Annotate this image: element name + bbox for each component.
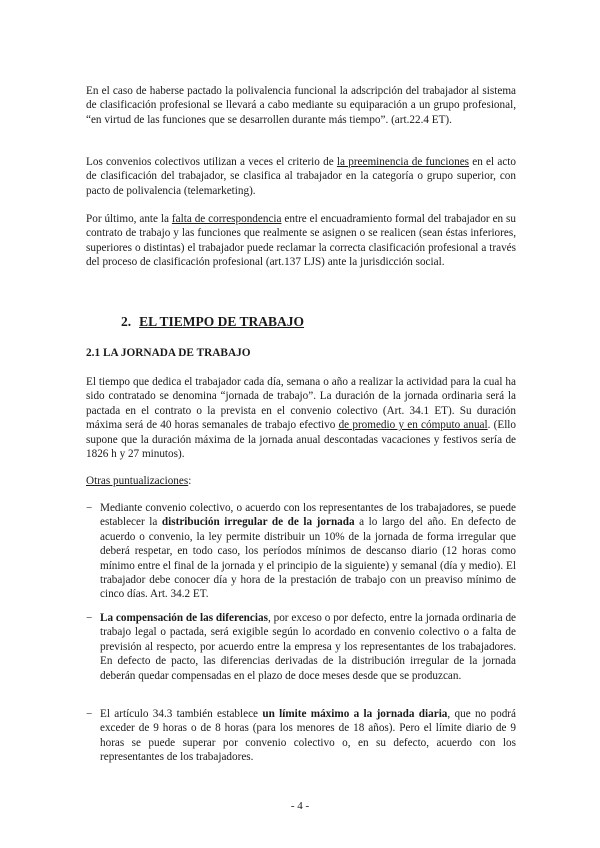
section-number: 2.	[121, 314, 132, 329]
bold-phrase: distribución irregular de de la jornada	[161, 516, 355, 529]
paragraph-jornada	[86, 375, 516, 461]
list-item-text	[100, 501, 516, 602]
list-item-text	[100, 707, 516, 765]
text-segment: , por exceso o por defecto, entre la jornada ordinaria de trabajo legal o pactada, será exigible según lo acordado en convenio colectivo o a falta de previsión al respecto, por acuerdo entre la empresa y los representantes de los trabajadores. En defecto de pacto, las diferencias derivadas de la distribución irregular de la jornada deberán quedar compensadas en el plazo de doce meses desde que se produzcan.	[100, 612, 516, 682]
underlined-phrase: la preeminencia de funciones	[336, 156, 470, 168]
otras-puntualizaciones	[86, 474, 516, 488]
list-item	[86, 501, 516, 602]
otras-colon: :	[188, 475, 192, 487]
text-segment: en el acto de clasificación del trabajador, se clasifica al trabajador en la categoría o grupo superior, con pacto de polivalencia (telemarketing).	[86, 156, 516, 197]
paragraph-falta-correspondencia	[86, 212, 516, 270]
subsection-heading: 2.1 LA JORNADA DE TRABAJO	[86, 347, 251, 359]
bold-phrase: un límite máximo a la jornada diaria	[262, 708, 448, 720]
list-item	[86, 611, 516, 683]
text-segment: , que no podrá exceder de 9 horas o de 8 horas (para los menores de 18 años). Pero el límite diario de 9 horas se puede superar por convenio colectivo o, en su defecto, acuerdo con los representantes de los trabajadores.	[100, 708, 516, 764]
text-segment: a lo largo del año. En defecto de acuerdo o convenio, la ley permite distribuir un 10% de la jornada de forma irregular que deberá respetar, en todo caso, los períodos mínimos de descanso diario (12 horas como mínimo entre el final de la jornada y el principio de la siguiente) y semanal (día y medio). El trabajador debe conocer día y hora de la prestación de trabajo con un preaviso mínimo de cinco días. Art. 34.2 ET.	[100, 516, 516, 601]
paragraph-text: En el caso de haberse pactado la polivalencia funcional la adscripción del trabajador al sistema de clasificación profesional se llevará a cabo mediante su equiparación a un grupo profesional, “en virtud de las funciones que se desarrollen durante más tiempo”. (art.22.4 ET).	[86, 85, 516, 126]
section-title: EL TIEMPO DE TRABAJO	[139, 314, 305, 329]
underlined-phrase: falta de correspondencia	[171, 213, 282, 225]
text-segment: Mediante convenio colectivo, o acuerdo con los representantes de los trabajadores, se puede establecer la	[100, 502, 516, 529]
page-number: - 4 -	[290, 800, 310, 812]
list-item-text	[100, 611, 516, 683]
dash-bullet: −	[86, 708, 93, 720]
bold-phrase: La compensación de las diferencias	[100, 612, 268, 624]
section-heading	[121, 314, 304, 330]
text-segment: Por último, ante la	[86, 213, 172, 225]
list-item	[86, 707, 516, 765]
underlined-phrase: de promedio y en cómputo anual	[338, 419, 488, 432]
otras-label: Otras puntualizaciones	[86, 475, 189, 487]
paragraph-convenios	[86, 155, 516, 198]
text-segment: El tiempo que dedica el trabajador cada día, semana o año a realizar la actividad para la cual ha sido contratado se denomina “jornada de trabajo”. La duración de la jornada ordinaria será la pactada en el contrato o la prevista en el convenio colectivo (Art. 34.1 ET). Su duración máxima será de 40 horas semanales de trabajo efectivo	[86, 376, 516, 432]
text-segment: El artículo 34.3 también establece	[100, 708, 263, 720]
paragraph-polivalencia	[86, 84, 516, 127]
dash-bullet: −	[86, 612, 93, 624]
text-segment: Los convenios colectivos utilizan a veces el criterio de	[86, 156, 337, 168]
text-segment: . (Ello supone que la duración máxima de la jornada anual descontadas vacaciones y festivos sería de 1826 h y 27 minutos).	[86, 419, 517, 461]
dash-bullet: −	[86, 502, 93, 514]
text-segment: entre el encuadramiento formal del trabajador en su contrato de trabajo y las funciones que realmente se asignen o se realicen (sean éstas inferiores, superiores o distintas) el trabajador puede reclamar la correcta clasificación profesional a través del proceso de clasificación profesional (art.137 LJS) ante la jurisdicción social.	[86, 213, 516, 269]
